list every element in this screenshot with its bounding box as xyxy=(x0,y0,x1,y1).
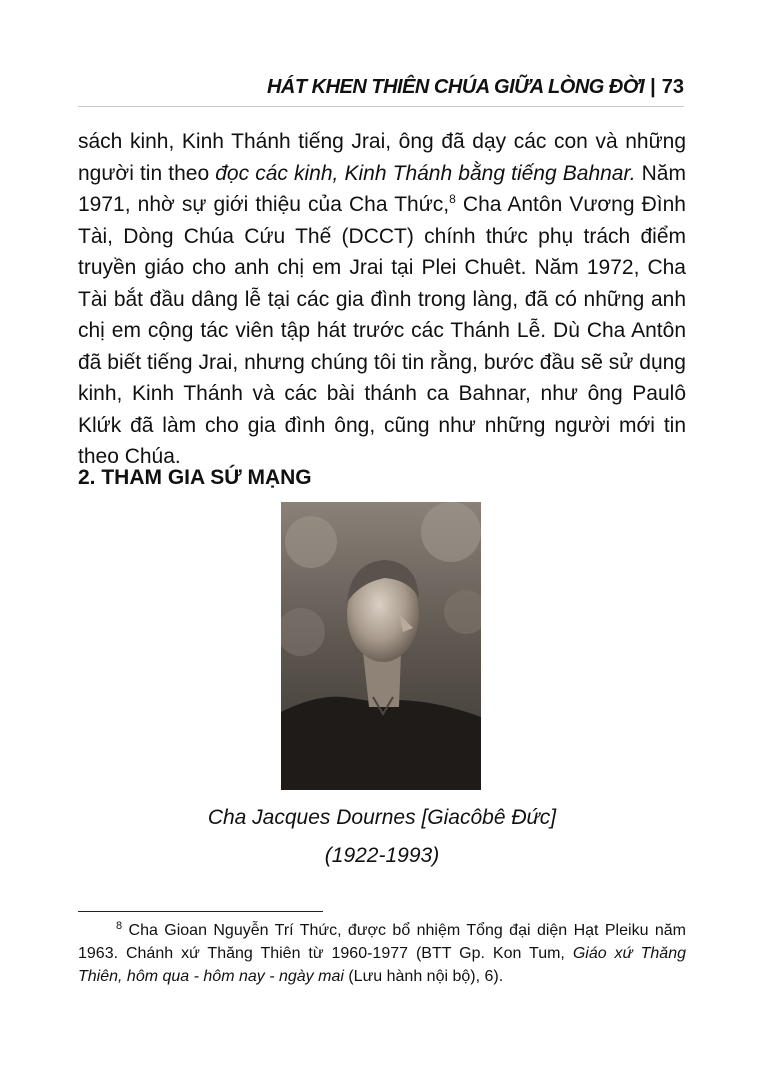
header-separator: | xyxy=(650,76,656,98)
running-header xyxy=(78,76,684,99)
footnote-divider xyxy=(78,911,323,912)
section-heading: 2. THAM GIA SỨ MẠNG xyxy=(78,466,312,489)
photo-caption-years: (1922-1993) xyxy=(324,844,440,867)
footnote-text-a: Cha Gioan Nguyễn Trí Thức, được bổ nhiệm Tổng đại diện Hạt Pleiku năm 1963. Chánh xứ Thăng Thiên từ 1960-1977 (BTT Gp. Kon Tum, xyxy=(78,922,686,962)
footnote xyxy=(78,919,686,988)
footnote-text-b: (Lưu hành nội bộ), 6). xyxy=(343,968,504,985)
body-text-a: sách kinh, Kinh Thánh tiếng Jrai, ông đã dạy các con và những người tin theo xyxy=(78,130,686,185)
body-text-b: Năm 1971, nhờ sự giới thiệu của Cha Thức, xyxy=(78,161,686,216)
portrait-photo xyxy=(281,502,481,790)
photo-caption-name: Cha Jacques Dournes [Giacôbê Đức] xyxy=(207,806,557,829)
body-text-italic: đọc các kinh, Kinh Thánh bằng tiếng Bahnar. xyxy=(215,161,636,185)
running-title: HÁT KHEN THIÊN CHÚA GIỮA LÒNG ĐỜI xyxy=(266,76,645,98)
body-text-c: Cha Antôn Vương Đình Tài, Dòng Chúa Cứu Thế (DCCT) chính thức phụ trách điểm truyền giáo cho anh chị em Jrai tại Plei Chuêt. Năm 1972, Cha Tài bắt đầu dâng lễ tại các gia đình trong làng, đã có những anh chị em cộng tác viên tập hát trước các Thánh Lễ. Dù Cha Antôn đã biết tiếng Jrai, nhưng chúng tôi tin rằng, bước đầu sẽ sử dụng kinh, Kinh Thánh và các bài thánh ca Bahnar, như ông Paulô Klứk đã làm cho gia đình ông, cũng như những người mới tin theo Chúa. xyxy=(78,193,686,468)
body-paragraph xyxy=(78,126,686,473)
footnote-number: 8 xyxy=(116,920,123,932)
page-number: 73 xyxy=(661,76,684,98)
footnote-reference[interactable]: 8 xyxy=(449,192,456,206)
footnote-text-italic: Giáo xứ Thăng Thiên, hôm qua - hôm nay - ngày mai xyxy=(78,945,686,985)
header-rule xyxy=(78,106,684,107)
